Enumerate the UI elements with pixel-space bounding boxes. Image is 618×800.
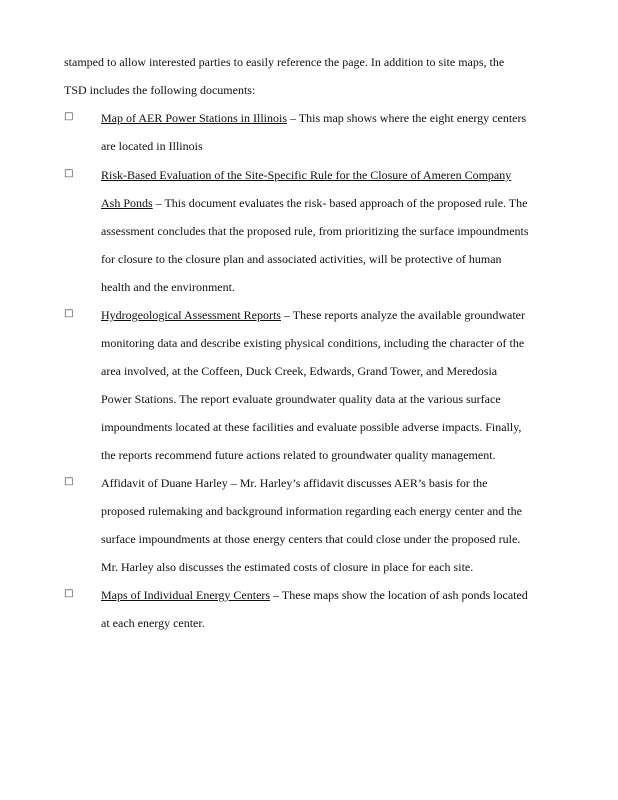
item-4-line-3: surface impoundments at those energy centers that could close under the proposed rule. bbox=[101, 532, 521, 546]
item-4-line-1 bbox=[101, 476, 487, 490]
item-3-text: – These reports analyze the available groundwater bbox=[280, 308, 525, 322]
item-2-line-5: health and the environment. bbox=[101, 280, 235, 294]
bullet-icon: □ bbox=[64, 588, 74, 599]
bullet-icon: □ bbox=[64, 308, 74, 319]
item-2-line-4: for closure to the closure plan and associated activities, will be protective of human bbox=[101, 252, 502, 266]
item-3-line-5: impoundments located at these facilities and evaluate possible adverse impacts. Finally, bbox=[101, 420, 522, 434]
item-2-line-2 bbox=[101, 196, 527, 210]
intro-line-1: stamped to allow interested parties to easily reference the page. In addition to site maps, the bbox=[64, 55, 505, 69]
item-2-line-3: assessment concludes that the proposed rule, from prioritizing the surface impoundments bbox=[101, 224, 529, 238]
item-5-title: Maps of Individual Energy Centers bbox=[101, 588, 271, 602]
item-4-line-2: proposed rulemaking and background information regarding each energy center and the bbox=[101, 504, 522, 518]
item-4-text: – Mr. Harley’s affidavit discusses AER’s basis for the bbox=[227, 476, 488, 490]
bullet-icon: □ bbox=[64, 111, 74, 122]
item-3-line-1 bbox=[101, 308, 525, 322]
item-2-title-part-2: Ash Ponds bbox=[101, 196, 153, 210]
item-3-line-3: area involved, at the Coffeen, Duck Creek, Edwards, Grand Tower, and Meredosia bbox=[101, 364, 498, 378]
item-5-line-1 bbox=[101, 588, 528, 602]
item-1-line-1 bbox=[101, 111, 526, 125]
item-1-title: Map of AER Power Stations in Illinois bbox=[101, 111, 287, 125]
item-3-line-2: monitoring data and describe existing physical conditions, including the character of the bbox=[101, 336, 525, 350]
item-1-line-2: are located in Illinois bbox=[101, 139, 203, 153]
item-2-title-part-1: Risk-Based Evaluation of the Site-Specific Rule for the Closure of Ameren Company bbox=[101, 168, 512, 182]
intro-line-2: TSD includes the following documents: bbox=[64, 83, 256, 97]
bullet-icon: □ bbox=[64, 476, 74, 487]
item-2-line-1 bbox=[101, 168, 511, 182]
item-1-text: – This map shows where the eight energy centers bbox=[287, 111, 527, 125]
item-4-title: Affidavit of Duane Harley bbox=[101, 476, 228, 490]
item-3-line-6: the reports recommend future actions related to groundwater quality management. bbox=[101, 448, 496, 462]
item-2-text: – This document evaluates the risk- based approach of the proposed rule. The bbox=[152, 196, 528, 210]
item-3-title: Hydrogeological Assessment Reports bbox=[101, 308, 281, 322]
item-5-line-2: at each energy center. bbox=[101, 616, 205, 630]
bullet-icon: □ bbox=[64, 168, 74, 179]
item-3-line-4: Power Stations. The report evaluate groundwater quality data at the various surface bbox=[101, 392, 501, 406]
item-4-line-4: Mr. Harley also discusses the estimated costs of closure in place for each site. bbox=[101, 560, 474, 574]
item-5-text: – These maps show the location of ash ponds located bbox=[270, 588, 528, 602]
